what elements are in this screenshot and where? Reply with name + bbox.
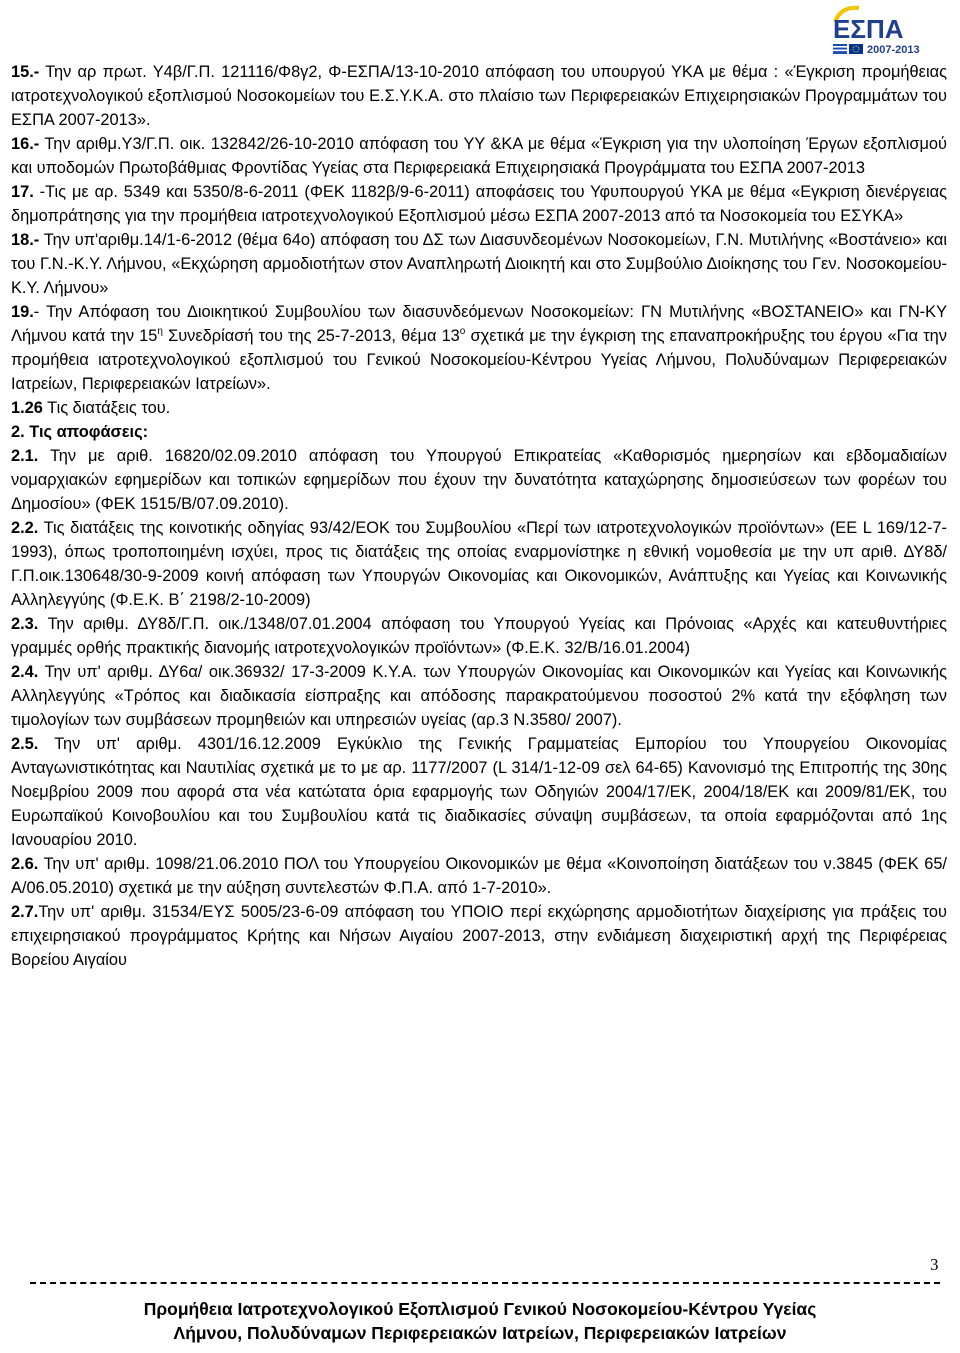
item-text: Την με αριθ. 16820/02.09.2010 απόφαση του Υπουργού Επικρατείας «Καθορισμός ημερησίων και εβδομαδιαίων νομαρχιακών εφημερίδων και τοπικών εφημερίδων που έχουν την δυνατότητα καταχώρησης δημοσιεύσεων των φορέων του Δημοσίου» (ΦΕΚ 1515/Β/07.09.2010).	[11, 447, 947, 513]
paragraph-16	[11, 132, 947, 180]
decision-2-2	[11, 516, 947, 612]
superscript: η	[157, 326, 163, 337]
item-text: Την αριθμ.Υ3/Γ.Π. οικ. 132842/26-10-2010 απόφαση του ΥΥ &ΚΑ με θέμα «Έγκριση για την υλοποίηση Έργων εξοπλισμού και υποδομών Πρωτοβάθμιας Φροντίδας Υγείας στα Περιφερειακά Επιχειρησιακά Προγράμματα του ΕΣΠΑ 2007-2013	[11, 135, 947, 177]
item-text: -Τις με αρ. 5349 και 5350/8-6-2011 (ΦΕΚ 1182β/9-6-2011) αποφάσεις του Υφυπουργού ΥΚΑ με θέμα «Εγκριση διενέργειας δημοπράτησης για την προμήθεια ιατροτεχνολογικού Εξοπλισμού μέσω ΕΣΠΑ 2007-2013 από τα Νοσοκομεία του ΕΣΥΚΑ»	[11, 183, 947, 225]
decision-2-3	[11, 612, 947, 660]
section-2-title: 2. Τις αποφάσεις:	[11, 423, 149, 441]
item-number: 2.6.	[11, 855, 39, 873]
item-number: 19.	[11, 303, 34, 321]
item-text: Την υπ' αριθμ. 31534/ΕΥΣ 5005/23-6-09 απόφαση του ΥΠΟΙΟ περί εκχώρησης αρμοδιοτήτων διαχείρισης για πράξεις του επιχειρησιακού προγράμματος Κρήτης και Νήσων Αιγαίου 2007-2013, στην ενδιάμεση διαχειριστική αρχή της Περιφέρειας Βορείου Αιγαίου	[11, 903, 947, 969]
item-number: 2.5.	[11, 735, 39, 753]
paragraph-18	[11, 228, 947, 300]
item-text: Τις διατάξεις του.	[42, 399, 171, 417]
page-number: 3	[930, 1255, 939, 1274]
decision-2-1	[11, 444, 947, 516]
paragraph-1-26	[11, 396, 947, 420]
footer-divider	[30, 1282, 940, 1284]
decision-2-5	[11, 732, 947, 852]
item-number: 2.3.	[11, 615, 39, 633]
item-number: 15.-	[11, 63, 40, 81]
item-text: Τις διατάξεις της κοινοτικής οδηγίας 93/42/ΕΟΚ του Συμβουλίου «Περί των ιατροτεχνολογικών προϊόντων» (ΕΕ L 169/12-7-1993), όπως τροποποιημένη ισχύει, προς τις διατάξεις της οποίας εναρμονίστηκε η εθνική νομοθεσία με την υπ αριθ. ΔΥ8δ/Γ.Π.οικ.130648/30-9-2009 κοινή απόφαση των Υπουργών Οικονομίας και Οικονομικών, Ανάπτυξης και Υγείας και Κοινωνικής Αλληλεγγύης (Φ.Ε.Κ. Β΄ 2198/2-10-2009)	[11, 519, 947, 609]
item-number: 17.	[11, 183, 34, 201]
item-number: 2.7.	[11, 903, 39, 921]
decision-2-7	[11, 900, 947, 972]
paragraph-19	[11, 300, 947, 396]
espa-logo	[827, 2, 947, 62]
item-number: 1.26	[11, 399, 43, 417]
item-number: 2.2.	[11, 519, 39, 537]
footer	[0, 1297, 960, 1345]
item-text: Την υπ' αριθμ. ΔΥ6α/ οικ.36932/ 17-3-2009 Κ.Υ.Α. των Υπουργών Οικονομίας και Οικονομικών και Υγείας και Κοινωνικής Αλληλεγγύης «Τρόπος και διαδικασία είσπραξης και απόδοσης παρακρατούμενου ποσοστού 2% κατά την εξόφληση των τιμολογίων των συμβάσεων προμηθειών και υπηρεσιών υγείας (αρ.3 Ν.3580/ 2007).	[11, 663, 947, 729]
item-text: σχετικά με την έγκριση της επαναπροκήρυξης του έργου «Για την προμήθεια ιατροτεχνολογικού εξοπλισμού του Γενικού Νοσοκομείου-Κέντρου Υγείας Λήμνου, Πολυδύναμων Περιφερειακών Ιατρείων, Περιφερειακών Ιατρείων».	[11, 327, 947, 393]
item-number: 2.1.	[11, 447, 39, 465]
logo-text: ΕΣΠΑ	[833, 14, 904, 44]
item-number: 16.-	[11, 135, 40, 153]
superscript: ο	[459, 326, 466, 337]
item-text: Συνεδρίασή του της 25-7-2013, θέμα 13	[162, 327, 460, 345]
footer-line-1: Προμήθεια Ιατροτεχνολογικού Εξοπλισμού Γενικού Νοσοκομείου-Κέντρου Υγείας	[143, 1299, 817, 1319]
item-text: Την αριθμ. ΔΥ8δ/Γ.Π. οικ./1348/07.01.2004 απόφαση του Υπουργού Υγείας και Πρόνοιας «Αρχές και κατευθυντήριες γραμμές ορθής πρακτικής διανομής ιατροτεχνολογικών προϊόντων» (Φ.Ε.Κ. 32/Β/16.01.2004)	[11, 615, 947, 657]
decision-2-6	[11, 852, 947, 900]
espa-logo-graphic	[827, 2, 947, 62]
item-number: 2.4.	[11, 663, 39, 681]
greek-flag-icon	[833, 44, 847, 54]
paragraph-15	[11, 60, 947, 132]
decision-2-4	[11, 660, 947, 732]
footer-line-2: Λήμνου, Πολυδύναμων Περιφερειακών Ιατρείων, Περιφερειακών Ιατρείων	[173, 1323, 787, 1343]
item-number: 18.-	[11, 231, 40, 249]
item-text: - Την Απόφαση του Διοικητικού Συμβουλίου των διασυνδεόμενων Νοσοκομείων: ΓΝ Μυτιλήνης «ΒΟΣΤΑΝΕΙΟ» και ΓΝ-ΚΥ Λήμνου κατά την 15	[11, 303, 947, 345]
item-text: Την υπ' αριθμ. 4301/16.12.2009 Εγκύκλιο της Γενικής Γραμματείας Εμπορίου του Υπουργείου Οικονομίας Ανταγωνιστικότητας και Ναυτιλίας σχετικά με το με αρ. 1177/2007 (L 314/1-12-09 σελ 64-65) Κανονισμό της Επιτροπής της 30ης Νοεμβρίου 2009 που αφορά στα νέα κατώτατα όρια εφαρμογής των Οδηγιών 2004/17/ΕΚ, 2004/18/ΕΚ και 2009/81/ΕΚ, του Ευρωπαϊκού Κοινοβουλίου και του Συμβουλίου κατά τις διαδικασίες σύναψη συμβάσεων, τα οποία εφαρμόζονται από 1ης Ιανουαρίου 2010.	[11, 735, 947, 849]
item-text: Την υπ' αριθμ. 1098/21.06.2010 ΠΟΛ του Υπουργείου Οικονομικών με θέμα «Κοινοποίηση διατάξεων του ν.3845 (ΦΕΚ 65/Α/06.05.2010) σχετικά με την αύξηση συντελεστών Φ.Π.Α. από 1-7-2010».	[11, 855, 947, 897]
logo-years: 2007-2013	[867, 44, 920, 56]
item-text: Την αρ πρωτ. Υ4β/Γ.Π. 121116/Φ8γ2, Φ-ΕΣΠΑ/13-10-2010 απόφαση του υπουργού ΥΚΑ με θέμα : «Έγκριση προμήθειας ιατροτεχνολογικού εξοπλισμού Νοσοκομείων του Ε.Σ.Υ.Κ.Α. στο πλαίσιο των Περιφερειακών Επιχειρησιακών Προγραμμάτων του ΕΣΠΑ 2007-2013».	[11, 63, 947, 129]
item-text: Την υπ'αριθμ.14/1-6-2012 (θέμα 64ο) απόφαση του ΔΣ των Διασυνδεομένων Νοσοκομείων, Γ.Ν. Μυτιλήνης «Βοστάνειο» και του Γ.Ν.-Κ.Υ. Λήμνου, «Εκχώρηση αρμοδιοτήτων στον Αναπληρωτή Διοικητή και στο Συμβούλιο Διοίκησης του Γεν. Νοσοκομείου-Κ.Υ. Λήμνου»	[11, 231, 947, 297]
paragraph-17	[11, 180, 947, 228]
document-body	[11, 60, 947, 972]
